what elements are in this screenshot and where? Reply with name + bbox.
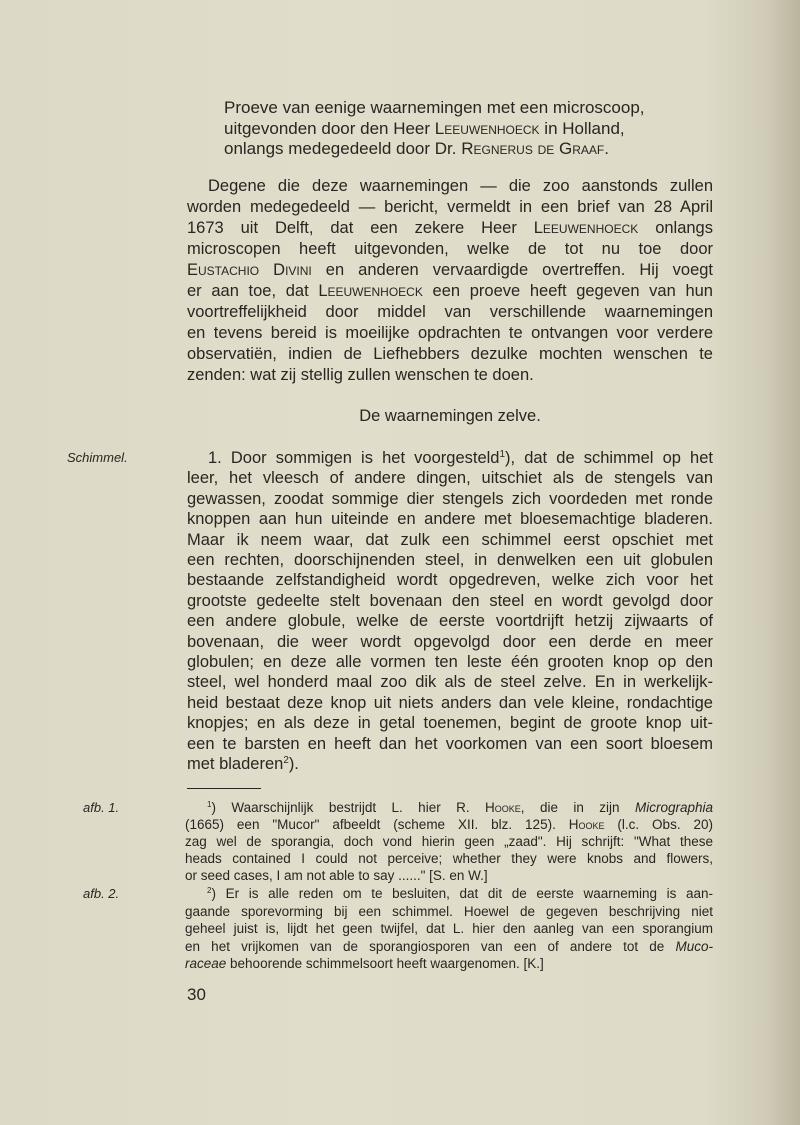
text-run: een rechten, doorschijnenden steel, in denwelken een uit globulen (187, 551, 713, 570)
text-line (187, 218, 713, 239)
text-line (187, 344, 713, 365)
small-caps-name: Leeuwenhoeck (533, 219, 639, 237)
text-line (185, 850, 713, 867)
small-caps-name: Leeuwenhoeck (318, 282, 423, 300)
text-run: or seed cases, I am not able to say ......" [S. en W.] (185, 868, 488, 883)
footnote-marker: 1 (499, 449, 505, 461)
text-line (185, 867, 713, 884)
text-run: 1673 uit Delft, dat een zekere Heer (187, 219, 534, 237)
text-line (187, 176, 713, 197)
text-line (187, 570, 713, 590)
small-caps-name: Eustachio Divini (187, 261, 312, 279)
text-run: voortreffelijkheid door middel van verschillende waarnemingen (187, 303, 713, 321)
text-run: ) Waarschijnlijk bestrijdt L. hier R. (211, 800, 486, 815)
text-line (187, 611, 713, 631)
text-line (187, 693, 713, 713)
text-line (185, 903, 713, 921)
text-line (187, 323, 713, 344)
text-run: (l.c. Obs. 20) (604, 817, 713, 832)
text-run: een proeve heeft gegeven van hun (422, 282, 713, 300)
text-line (185, 885, 713, 903)
text-run: behoorende schimmelsoort heeft waargenomen. [K.] (226, 956, 544, 971)
text-line (187, 509, 713, 529)
text-run: worden medegedeeld — bericht, vermeldt in een brief van 28 April (187, 198, 713, 216)
intro-paragraph (187, 176, 713, 386)
text-run: . (604, 139, 609, 158)
text-run: een te barsten en heeft dan het voorkomen van een soort bloesem (187, 734, 713, 753)
text-run: en het vrijkomen van de sporangiosporen van een of andere tot de (185, 938, 676, 954)
footnote-marker: 1 (207, 800, 212, 810)
text-line (185, 799, 713, 816)
text-run: in Holland, (539, 118, 625, 138)
italic-text: Micrographia (634, 800, 713, 815)
small-caps-name: Hooke (485, 800, 521, 815)
text-run: er aan toe, dat (187, 282, 319, 300)
italic-text: raceae (185, 956, 227, 971)
page-number: 30 (187, 985, 206, 1004)
text-line (187, 652, 713, 672)
text-run: leer, het vleesch of andere dingen, uitschiet als de stengels van (187, 469, 713, 488)
text-run: Proeve van eenige waarnemingen met een microscoop, (224, 98, 645, 117)
text-run: bovenaan, die weer wordt opgevolgd door een derde en meer (187, 632, 713, 651)
text-run: en anderen vervaardigde overtreffen. Hij voegt (311, 261, 714, 279)
text-line (187, 713, 713, 733)
text-line (187, 672, 713, 692)
text-line (187, 550, 713, 570)
text-run: microscopen heeft uitgevonden, welke de tot nu toe door (187, 240, 713, 258)
italic-text: Muco- (675, 938, 713, 954)
text-line (187, 632, 713, 652)
text-run: steel, wel honderd maal zoo dik als de steel zelve. En in werkelijk- (187, 673, 713, 692)
text-line (187, 530, 713, 550)
text-run: Degene die deze waarnemingen — die zoo aanstonds zullen (208, 177, 713, 195)
text-line (187, 489, 713, 509)
text-line (187, 591, 713, 611)
text-line (187, 468, 713, 488)
text-run: ) Er is alle reden om te besluiten, dat dit de eerste waarneming is aan- (211, 886, 713, 901)
figure-reference-1: afb. 1. (83, 800, 120, 815)
observation-paragraph-1 (187, 448, 713, 775)
text-run: Maar ik neem waar, dat zulk een schimmel eerst opschiet met (187, 530, 713, 549)
text-line (187, 365, 713, 386)
text-run: onlangs medegedeeld door Dr. (224, 139, 462, 158)
small-caps-name: Hooke (568, 817, 605, 832)
text-line (187, 281, 713, 302)
text-run: , die in zijn (520, 800, 635, 815)
text-line (185, 955, 713, 973)
text-line (224, 139, 684, 160)
text-run: observatiën, indien de Liefhebbers dezulke mochten wenschen te (187, 345, 713, 363)
text-run: en tevens bereid is moeilijke opdrachten te ontvangen voor verdere (187, 324, 713, 342)
text-line (187, 734, 713, 754)
text-run: heads contained I could not perceive; whether they were knobs and flowers, (185, 851, 713, 866)
footnote-2 (185, 885, 713, 973)
text-run: ). (288, 755, 299, 774)
text-run: gewassen, zoodat sommige dier stengels zich voordeden met ronde (187, 489, 713, 508)
text-run: grootste gedeelte stelt bovenaan den steel en wordt gevolgd door (187, 591, 713, 610)
small-caps-name: Regnerus de Graaf (461, 139, 605, 158)
text-line (224, 119, 684, 140)
margin-note: Schimmel. (67, 450, 128, 465)
text-run: zag wel de sporangia, doch vond hierin geen „zaad". Hij schrijft: "What these (185, 834, 713, 849)
footnote-marker: 2 (207, 886, 212, 896)
text-line (187, 448, 713, 468)
text-line (224, 98, 684, 119)
text-run: knoppen aan hun uiteinde en andere met bloesemachtige bladeren. (187, 510, 713, 529)
text-run: een andere globule, welke de eerste voortdrijft hetzij zijwaarts of (187, 612, 713, 631)
section-heading: De waarnemingen zelve. (359, 407, 541, 425)
text-run: met bladeren (187, 755, 284, 774)
footnote-marker: 2 (283, 755, 289, 767)
text-run: globulen; en deze alle vormen ten leste één grooten knop op den (187, 653, 713, 672)
text-run: heid bestaat deze knop uit niets anders dan vele kleine, rondachtige (187, 693, 713, 712)
text-run: 1. Door sommigen is het voorgesteld (208, 449, 500, 467)
footnote-divider (187, 788, 261, 789)
text-line (187, 197, 713, 218)
text-line (185, 938, 713, 956)
text-line (187, 302, 713, 323)
text-line (185, 833, 713, 850)
text-line (187, 260, 713, 281)
text-line (187, 239, 713, 260)
text-run: gaande sporevorming bij een schimmel. Hoewel de gegeven beschrijving niet (185, 903, 713, 919)
text-run: bestaande zelfstandigheid wordt opgedreven, welke zich voor het (187, 571, 713, 590)
text-run: zenden: wat zij stellig zullen wenschen te doen. (187, 366, 534, 384)
text-line (185, 920, 713, 938)
small-caps-name: Leeuwenhoeck (434, 118, 540, 138)
figure-reference-2: afb. 2. (83, 886, 120, 901)
text-line (187, 754, 713, 774)
text-run: onlangs (638, 219, 713, 237)
text-run: ), dat de schimmel op het (504, 449, 713, 467)
text-run: geheel juist is, lijdt het geen twijfel, dat L. hier den aanleg van een sporangium (185, 921, 713, 936)
text-run: (1665) een "Mucor" afbeeldt (scheme XII. blz. 125). (185, 817, 569, 832)
text-run: uitgevonden door den Heer (224, 118, 435, 138)
text-line (185, 816, 713, 833)
document-title (224, 98, 684, 160)
footnote-1 (185, 799, 713, 884)
text-run: knopjes; en als deze in getal toenemen, begint de groote knop uit- (187, 714, 713, 733)
